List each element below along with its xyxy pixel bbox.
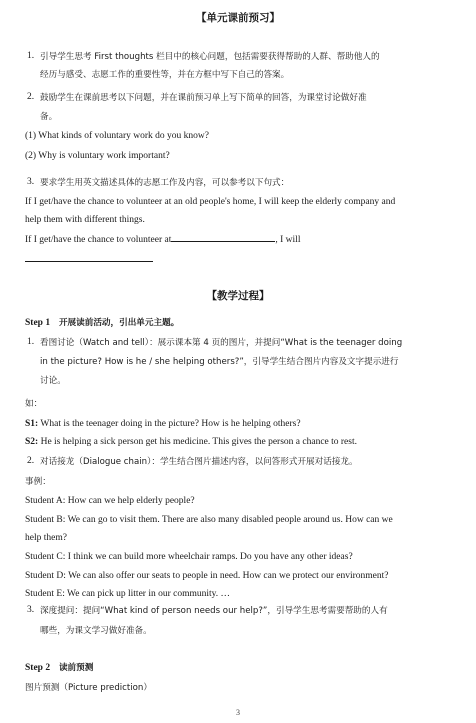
list-number: 3. bbox=[27, 605, 35, 615]
dialogue-line: Student D: We can also offer our seats to people in need. How can we protect our environment? bbox=[25, 571, 389, 581]
step-label: Step 1 bbox=[25, 318, 51, 328]
speaker-label: S2: bbox=[25, 437, 39, 447]
paragraph-line: 对话接龙（Dialogue chain）：学生结合图片描述内容，以问答形式开展对话接龙。 bbox=[40, 457, 358, 467]
paragraph-line: 哪些，为课文学习做好准备。 bbox=[40, 626, 152, 636]
dialogue-line: Student E: We can pick up litter in our community. … bbox=[25, 589, 231, 599]
example-sentence: help them with different things. bbox=[25, 215, 145, 225]
paragraph-line: 深度提问：提问“What kind of person needs our help?”，引导学生思考需要帮助的人有 bbox=[40, 606, 388, 616]
dialogue-line: Student A: How can we help elderly people? bbox=[25, 496, 195, 506]
question-line: (1) What kinds of voluntary work do you know? bbox=[25, 131, 209, 141]
step-heading bbox=[25, 317, 179, 329]
paragraph-line: 鼓励学生在课前思考以下问题，并在课前预习单上写下简单的回答，为课堂讨论做好准 bbox=[40, 93, 367, 103]
dialogue-line bbox=[25, 436, 357, 448]
example-label: 事例： bbox=[25, 477, 51, 487]
dialogue-line: help them? bbox=[25, 533, 67, 543]
fill-in-sentence bbox=[25, 232, 300, 246]
blank-line bbox=[25, 252, 153, 262]
dialogue-line bbox=[25, 418, 301, 430]
section-title-teaching: 【教学过程】 bbox=[206, 290, 270, 302]
speaker-text: What is the teenager doing in the picture? How is he helping others? bbox=[40, 419, 301, 429]
dialogue-line: Student B: We can go to visit them. There are also many disabled people around us. How can we bbox=[25, 515, 393, 525]
section-title-preview: 【单元课前预习】 bbox=[196, 12, 280, 24]
step-label: Step 2 bbox=[25, 663, 51, 673]
paragraph-line: 图片预测（Picture prediction） bbox=[25, 683, 152, 693]
list-number: 3. bbox=[27, 177, 35, 187]
list-number: 1. bbox=[27, 51, 35, 61]
question-line: (2) Why is voluntary work important? bbox=[25, 151, 170, 161]
paragraph-line: 经历与感受、志愿工作的重要性等，并在方框中写下自己的答案。 bbox=[40, 70, 290, 80]
step-title: 开展读前活动，引出单元主题。 bbox=[58, 318, 180, 328]
dialogue-line: Student C: I think we can build more wheelchair ramps. Do you have any other ideas? bbox=[25, 552, 353, 562]
example-label: 如： bbox=[25, 399, 43, 409]
step-heading bbox=[25, 662, 93, 674]
fill-in-text: If I get/have the chance to volunteer at bbox=[25, 235, 172, 245]
blank-line bbox=[171, 232, 275, 242]
paragraph-line: 讨论。 bbox=[40, 376, 66, 386]
blank-continuation bbox=[25, 252, 153, 266]
paragraph-line: 看图讨论（Watch and tell）：展示课本第 4 页的图片，并提问“What is the teenager doing bbox=[40, 338, 403, 348]
speaker-text: He is helping a sick person get his medicine. This gives the person a chance to rest. bbox=[40, 437, 357, 447]
speaker-label: S1: bbox=[25, 419, 39, 429]
list-number: 1. bbox=[27, 337, 35, 347]
fill-in-text: , I will bbox=[275, 235, 301, 245]
paragraph-line: 引导学生思考 First thoughts 栏目中的核心问题，包括需要获得帮助的人群、帮助他人的 bbox=[40, 52, 380, 62]
list-number: 2. bbox=[27, 456, 35, 466]
paragraph-line: 备。 bbox=[40, 112, 58, 122]
step-title: 读前预测 bbox=[58, 663, 94, 673]
example-sentence: If I get/have the chance to volunteer at an old people's home, I will keep the elderly company and bbox=[25, 197, 396, 207]
list-number: 2. bbox=[27, 92, 35, 102]
paragraph-line: in the picture? How is he / she helping others?”，引导学生结合图片内容及文字提示进行 bbox=[40, 357, 399, 367]
page-number: 3 bbox=[236, 708, 240, 717]
paragraph-line: 要求学生用英文描述具体的志愿工作及内容，可以参考以下句式： bbox=[40, 178, 290, 188]
